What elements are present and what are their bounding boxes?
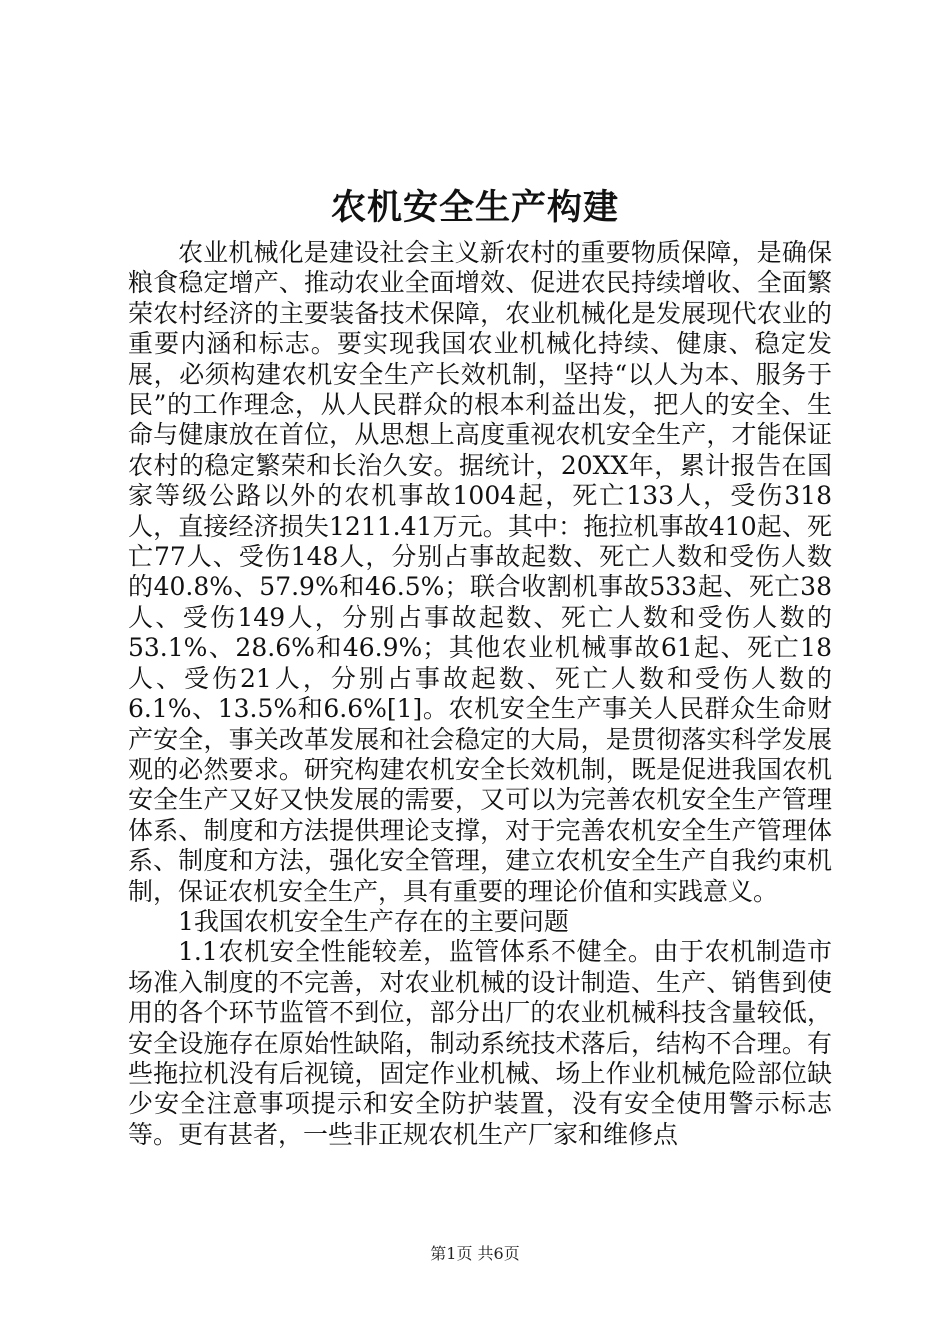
document-title: 农机安全生产构建 [330, 187, 619, 228]
section-heading-1: 1我国农机安全生产存在的主要问题 [178, 906, 569, 936]
document-body [128, 238, 832, 1150]
paragraph-1-1: 1.1农机安全性能较差，监管体系不健全。由于农机制造市场准入制度的不完善，对农业机械的设计制造、生产、销售到使用的各个环节监管不到位，部分出厂的农业机械科技含量较低，安全设施存在原始性缺陷，制动系统技术落后，结构不合理。有些拖拉机没有后视镜，固定作业机械、场上作业机械危险部位缺少安全注意事项提示和安全防护装置，没有安全使用警示标志等。更有甚者，一些非正规农机生产厂家和维修点 [128, 937, 832, 1149]
paragraph-intro: 农业机械化是建设社会主义新农村的重要物质保障，是确保粮食稳定增产、推动农业全面增效、促进农民持续增收、全面繁荣农村经济的主要装备技术保障，农业机械化是发展现代农业的重要内涵和标志。要实现我国农业机械化持续、健康、稳定发展，必须构建农机安全生产长效机制，坚持“以人为本、服务于民”的工作理念，从人民群众的根本利益出发，把人的安全、生命与健康放在首位，从思想上高度重视农机安全生产，才能保证农村的稳定繁荣和长治久安。据统计，20XX年，累计报告在国家等级公路以外的农机事故1004起，死亡133人，受伤318人，直接经济损失1211.41万元。其中：拖拉机事故410起、死亡77人、受伤148人，分别占事故起数、死亡人数和受伤人数的40.8%、57.9%和46.5%；联合收割机事故533起、死亡38人、受伤149人，分别占事故起数、死亡人数和受伤人数的53.1%、28.6%和46.9%；其他农业机械事故61起、死亡18人、受伤21人，分别占事故起数、死亡人数和受伤人数的6.1%、13.5%和6.6%[1]。农机安全生产事关人民群众生命财产安全，事关改革发展和社会稳定的大局，是贯彻落实科学发展观的必然要求。研究构建农机安全长效机制，既是促进我国农机安全生产又好又快发展的需要，又可以为完善农机安全生产管理体系、制度和方法提供理论支撑，对于完善农机安全生产管理体系、制度和方法，强化安全管理，建立农机安全生产自我约束机制，保证农机安全生产，具有重要的理论价值和实践意义。 [128, 238, 832, 906]
page-number-footer: 第1页 共6页 [430, 1244, 520, 1263]
